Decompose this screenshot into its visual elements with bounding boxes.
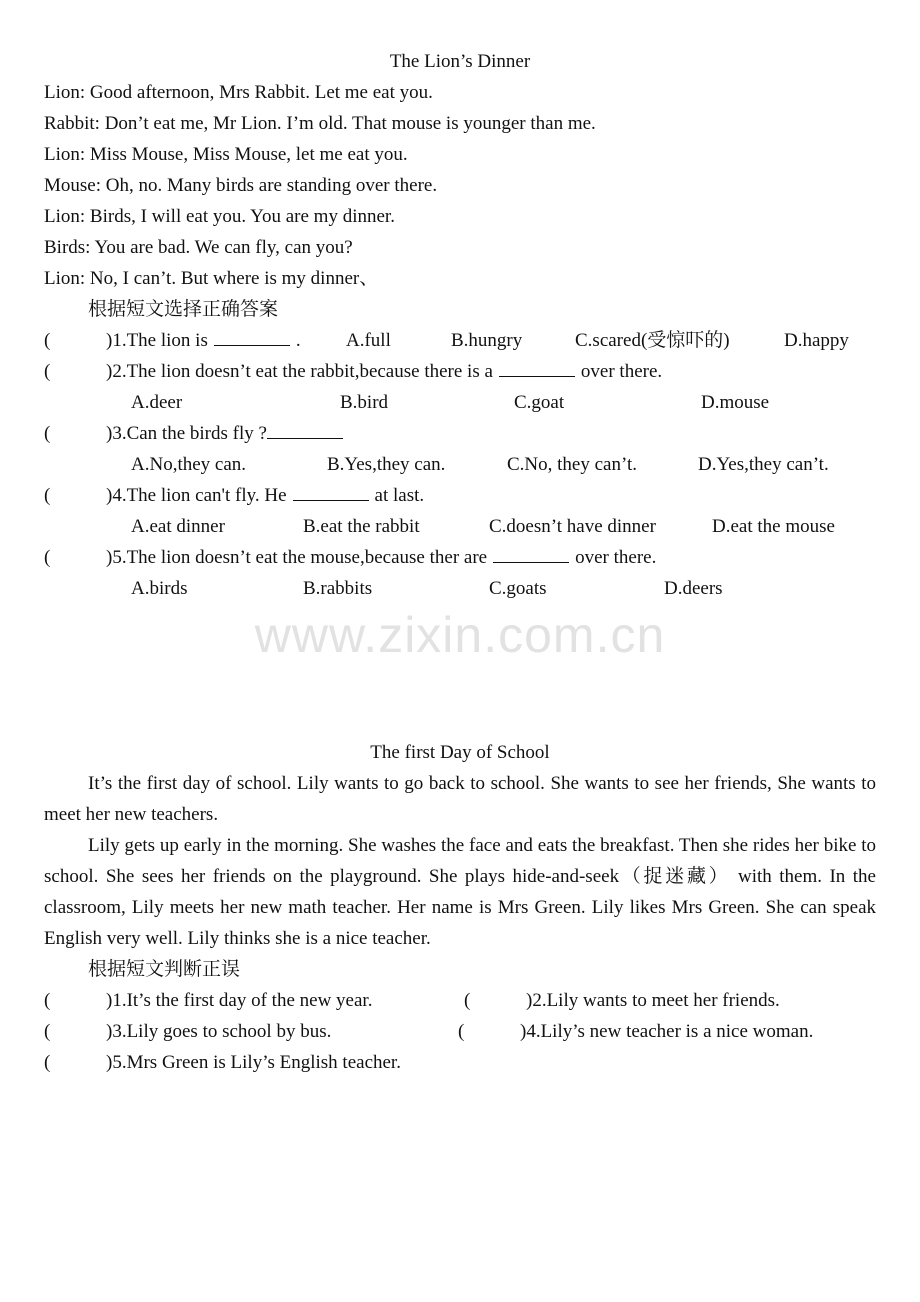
question-2 [44,356,876,387]
options-row [44,387,876,418]
question-3 [44,418,876,449]
option-a[interactable]: A.eat dinner [131,516,225,537]
option-d[interactable]: D.mouse [701,392,770,413]
option-b[interactable]: B.rabbits [303,578,373,599]
option-a[interactable]: A.full [346,330,391,351]
dialogue-line: Lion: Birds, I will eat you. You are my dinner. [44,206,395,227]
answer-paren[interactable]: ( [44,990,51,1011]
dialogue-line: Lion: Miss Mouse, Miss Mouse, let me eat you. [44,144,408,165]
answer-blank[interactable] [493,544,569,563]
answer-blank[interactable] [214,327,290,346]
watermark: www.zixin.com.cn [254,607,666,663]
option-a[interactable]: A.birds [131,578,188,599]
answer-paren[interactable]: ( [458,1021,465,1042]
option-d[interactable]: D.Yes,they can’t. [698,454,829,475]
statement-1: )1.It’s the first day of the new year. [106,990,373,1011]
story1-title: The Lion’s Dinner [389,51,531,72]
option-c[interactable]: C.scared(受惊吓的) [575,330,730,351]
option-b[interactable]: B.bird [340,392,389,413]
question-text: )1.The lion is [106,330,208,351]
question-1 [44,325,876,356]
dialogue-line: Mouse: Oh, no. Many birds are standing over there. [44,175,438,196]
question-text: )2.The lion doesn’t eat the rabbit,because there is a [106,361,493,382]
option-c[interactable]: C.goat [514,392,565,413]
question-4 [44,480,876,511]
story1-instruction: 根据短文选择正确答案 [88,299,279,320]
option-c[interactable]: C.goats [489,578,547,599]
question-5 [44,542,876,573]
answer-paren[interactable]: ( [44,1052,51,1073]
story2-paragraph-1: It’s the first day of school. Lily wants to go back to school. She wants to see her friends, She wants to meet her new teachers. [44,773,876,825]
dialogue-line: Lion: Good afternoon, Mrs Rabbit. Let me eat you. [44,82,433,103]
dialogue-line: Birds: You are bad. We can fly, can you? [44,237,353,258]
statement-3: )3.Lily goes to school by bus. [106,1021,332,1042]
answer-paren[interactable]: ( [44,330,51,351]
story2-title: The first Day of School [370,742,550,763]
answer-paren[interactable]: ( [464,990,471,1011]
question-text: )4.The lion can't fly. He [106,485,287,506]
question-after: at last. [374,485,425,506]
answer-paren[interactable]: ( [44,1021,51,1042]
option-b[interactable]: B.hungry [451,330,523,351]
option-c[interactable]: C.doesn’t have dinner [489,516,656,537]
statement-5: )5.Mrs Green is Lily’s English teacher. [106,1052,401,1073]
worksheet-page [44,46,876,1078]
option-b[interactable]: B.eat the rabbit [303,516,420,537]
story2-paragraph-2: Lily gets up early in the morning. She washes the face and eats the breakfast. Then she rides her bike to school. She sees her friends on the playground. She plays hide-and-seek（捉迷藏） with them. In the classroom, Lily meets her new math teacher. Her name is Mrs Green. Lily likes Mrs Green. She can speak English very well. Lily thinks she is a nice teacher. [44,835,876,949]
option-c[interactable]: C.No, they can’t. [507,454,637,475]
question-text: )5.The lion doesn’t eat the mouse,because ther are [106,547,488,568]
option-a[interactable]: A.No,they can. [131,454,247,475]
option-d[interactable]: D.deers [664,578,723,599]
question-after: . [295,330,301,351]
dialogue-line: Rabbit: Don’t eat me, Mr Lion. I’m old. That mouse is younger than me. [44,113,596,134]
question-after: over there. [575,547,657,568]
statement-2: )2.Lily wants to meet her friends. [526,990,780,1011]
answer-blank[interactable] [499,358,575,377]
option-d[interactable]: D.happy [784,330,849,351]
story2-instruction: 根据短文判断正误 [88,959,241,980]
option-a[interactable]: A.deer [131,392,183,413]
question-after: over there. [580,361,663,382]
statement-4: )4.Lily’s new teacher is a nice woman. [520,1021,814,1042]
answer-blank[interactable] [293,482,369,501]
dialogue-line: Lion: No, I can’t. But where is my dinner、 [44,268,379,289]
options-row [44,573,876,604]
answer-paren[interactable]: ( [44,547,51,568]
statement-row [44,985,876,1016]
answer-paren[interactable]: ( [44,485,51,506]
options-row [44,511,876,542]
option-b[interactable]: B.Yes,they can. [327,454,446,475]
question-text: )3.Can the birds fly ? [106,423,267,444]
option-d[interactable]: D.eat the mouse [712,516,835,537]
statement-row [44,1047,876,1078]
answer-blank[interactable] [267,420,343,439]
options-row [44,449,876,480]
answer-paren[interactable]: ( [44,361,51,382]
statement-row [44,1016,876,1047]
answer-paren[interactable]: ( [44,423,51,444]
